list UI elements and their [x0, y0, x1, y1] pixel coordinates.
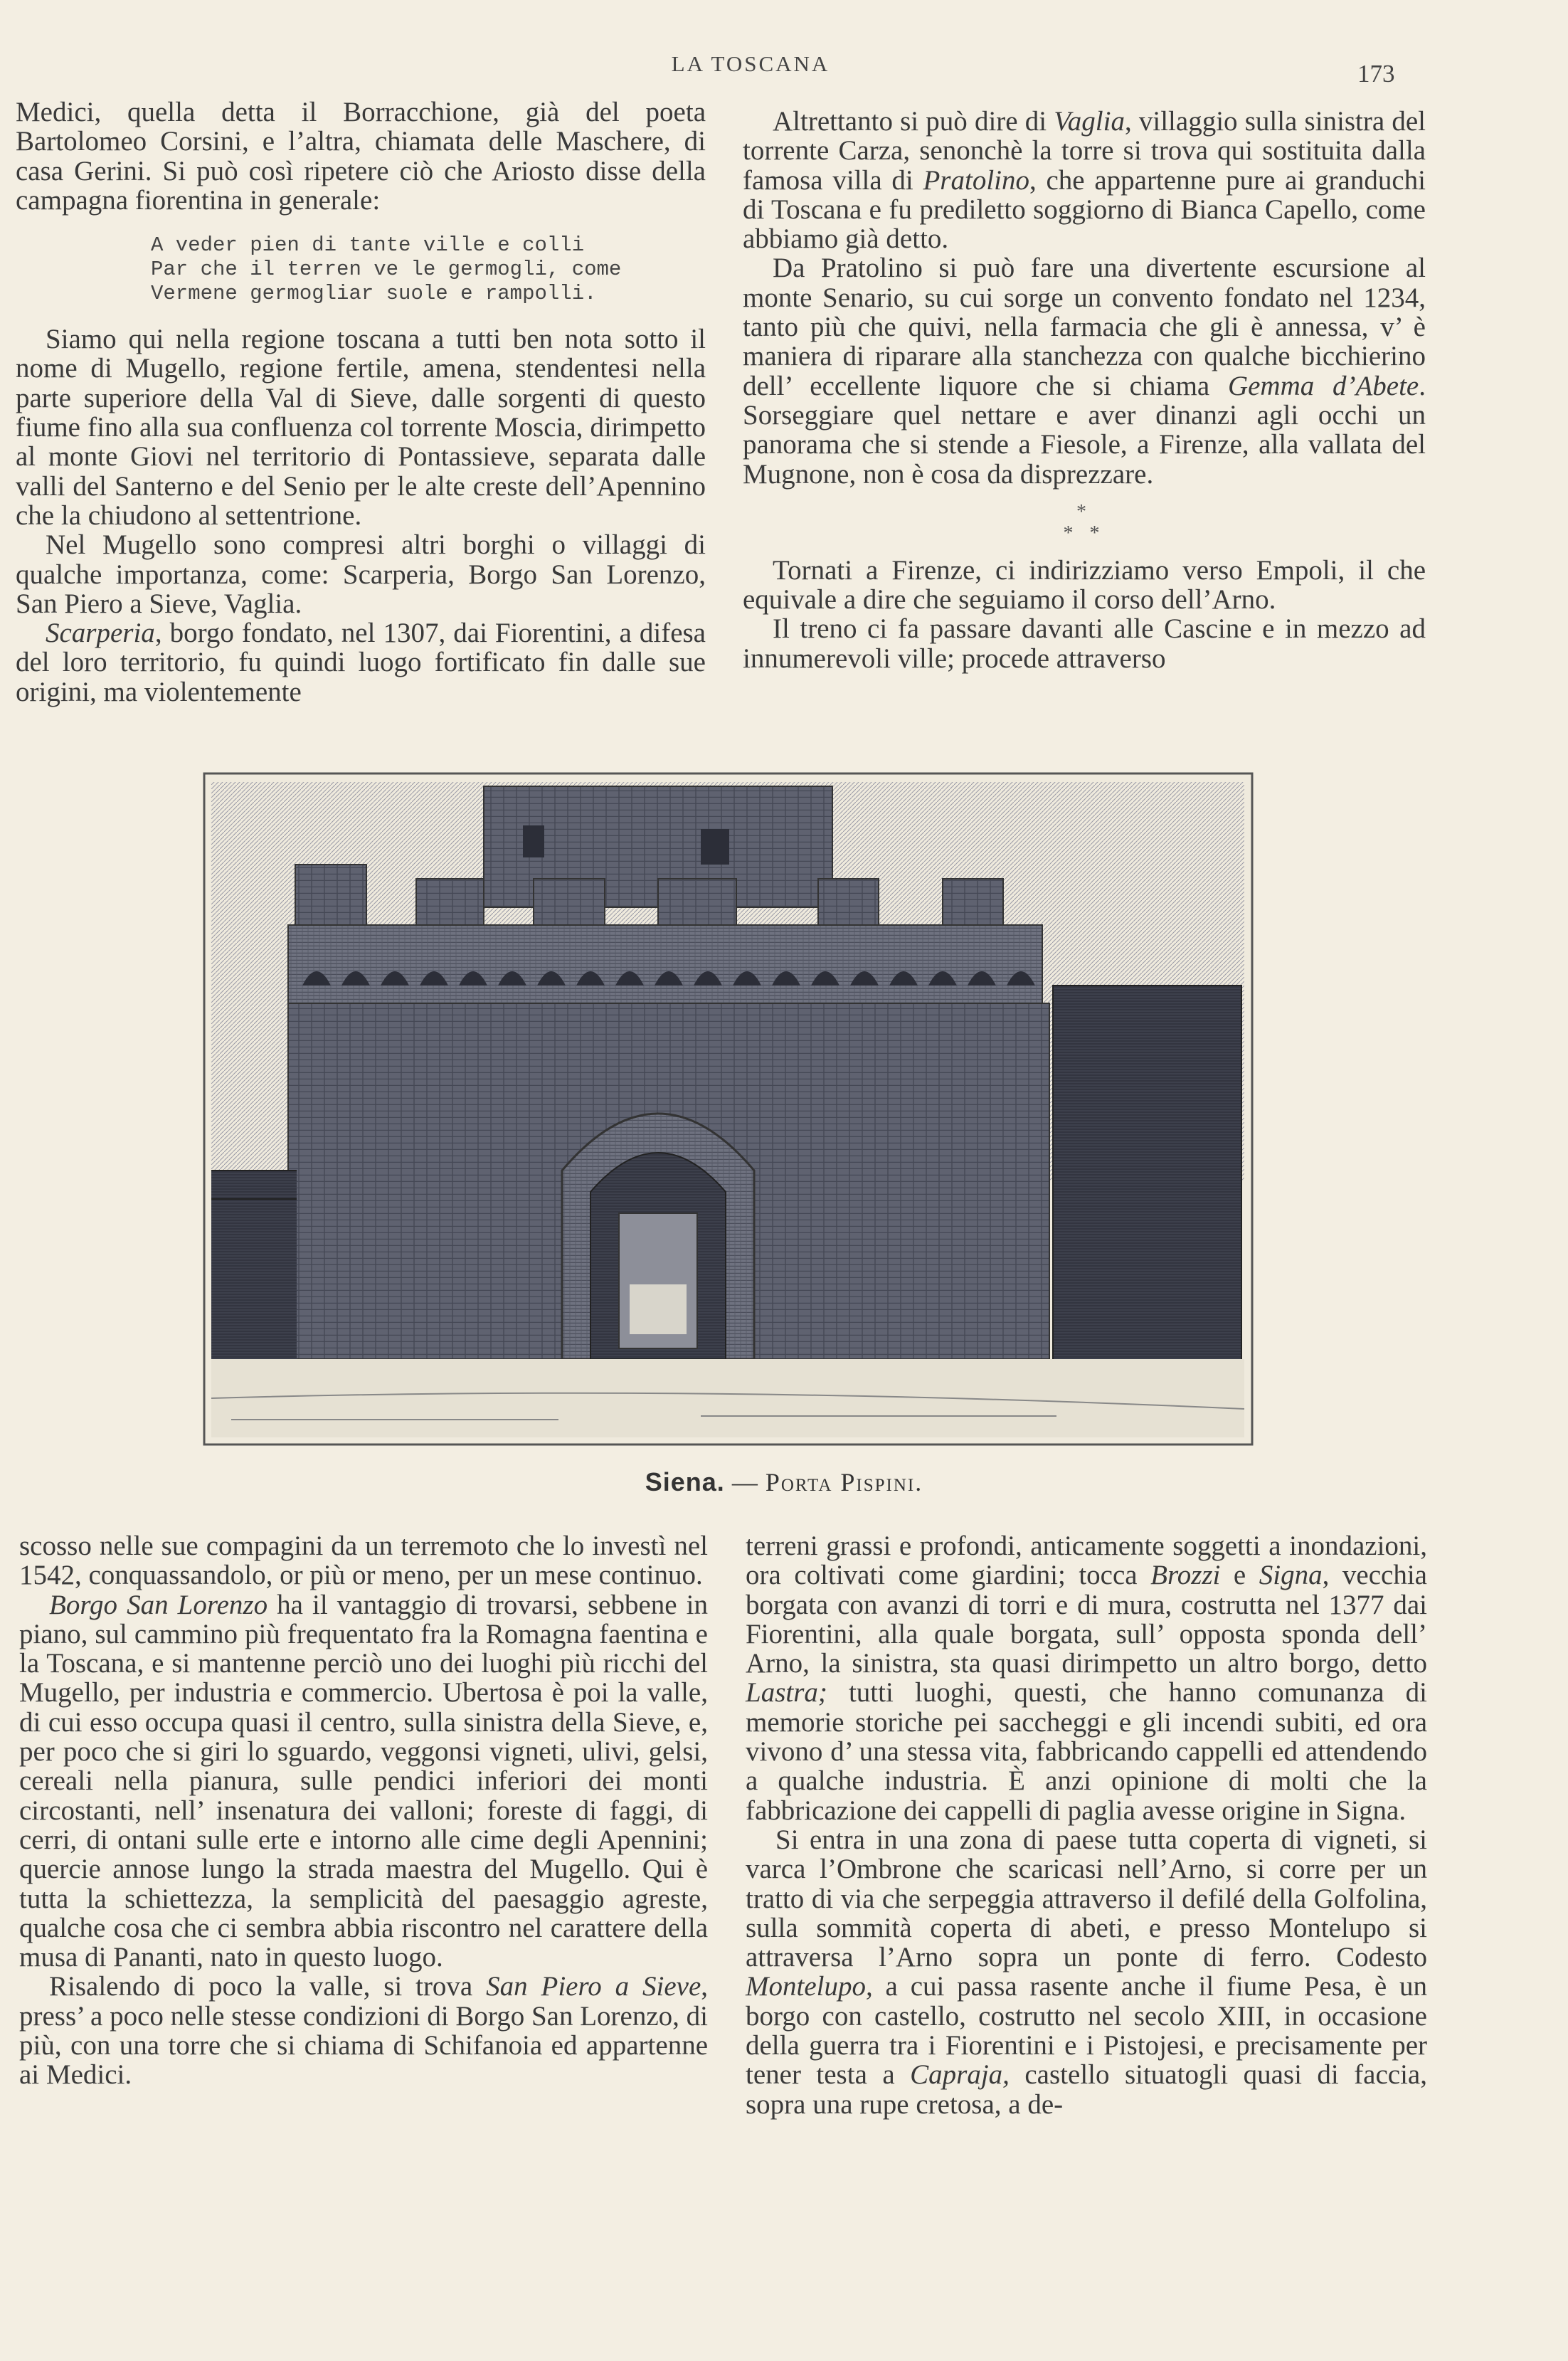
paragraph: Siamo qui nella regione toscana a tutti ben nota sotto il nome di Mugello, regione fertile, amena, stendentesi nella parte superiore della Val di Sieve, dalle sorgenti di questo fiume fino alla sua confluenza col torrente Moscia, dirimpetto al monte Giovi nel territorio di Pontassieve, separata dalle valli del Santerno e del Senio per le alte creste dell’Apennino che la chiudono al settentrione. — [16, 324, 706, 531]
figure-caption: Siena. — Porta Pispini. — [645, 1467, 923, 1496]
place-name: Vaglia — [1054, 106, 1125, 137]
page-header — [0, 51, 1568, 87]
page-number: 173 — [1357, 60, 1395, 88]
place-name: Pratolino — [923, 164, 1029, 196]
right-building — [1053, 986, 1241, 1391]
paragraph: terreni grassi e profondi, anticamente soggetti a inondazioni, ora coltivati come giardini; tocca Brozzi e Signa, vecchia borgata con avanzi di torri e di mura, costrutta nel 1377 dai Fiorentini, alla quale borgata, sull’ opposta sponda dell’ Arno, la sinistra, sta quasi dirimpetto un altro borgo, detto Lastra; tutti luoghi, questi, che hanno comunanza di memorie storiche pei saccheggi e gli incendi subiti, ed ora vivono d’ una stessa vita, fabbricando cappelli ed attendendo a qualche industria. È anzi opinione di molti che la fabbricazione dei cappelli di paglia avesse origine in Signa. — [746, 1531, 1427, 1826]
paragraph: scosso nelle sue compagini da un terremoto che lo investì nel 1542, conquassandolo, or più or meno, per un mese continuo. — [19, 1531, 708, 1591]
paragraph: Risalendo di poco la valle, si trova San Piero a Sieve, press’ a poco nelle stesse condizioni di Borgo San Lorenzo, di più, con una torre che si chiama di Schifanoia ed appartenne ai Medici. — [19, 1971, 708, 2091]
caption-title: Porta Pispini. — [765, 1468, 923, 1496]
place-name: Scarperia — [46, 618, 155, 649]
place-name: Borgo San Lorenzo — [49, 1589, 268, 1620]
paragraph: Da Pratolino si può fare una divertente escursione al monte Senario, su cui sorge un convento fondato nel 1234, tanto più che quivi, nella farmacia che gli è annessa, v’ è maniera di riparare alla stanchezza con qualche bicchierino dell’ eccellente liquore che si chiama Gemma d’Abete. Sorseggiare quel nettare e aver dinanzi agli occhi un panorama che si stende a Fiesole, a Firenze, alla vallata del Mugnone, non è cosa da disprezzare. — [743, 253, 1426, 490]
machicolation-band — [288, 925, 1042, 1003]
road — [211, 1359, 1244, 1437]
paragraph: Tornati a Firenze, ci indirizziamo verso Empoli, il che equivale a dire che seguiamo il corso dell’Arno. — [743, 554, 1426, 616]
column-bottom-left — [19, 1531, 708, 2090]
place-name: Signa — [1259, 1560, 1323, 1591]
paragraph: Medici, quella detta il Borracchione, già del poeta Bartolomeo Corsini, e l’altra, chiamata delle Maschere, di casa Gerini. Si può così ripetere ciò che Ariosto disse della campagna fiorentina in generale: — [16, 97, 706, 216]
place-name: Lastra; — [746, 1677, 827, 1708]
column-top-left — [16, 97, 706, 707]
column-top-right — [743, 107, 1426, 673]
liquor-name: Gemma d’Abete — [1227, 370, 1419, 401]
paragraph: Borgo San Lorenzo ha il vantaggio di trovarsi, sebbene in piano, sul cammino più frequentato fra la Romagna faentina e la Toscana, e si mantenne perciò uno dei luoghi più ricchi del Mugello, per industria e commercio. Ubertosa è poi la valle, di cui esso occupa quasi il centro, sulla sinistra della Sieve, e, per poco che si giri lo sguardo, veggonsi vigneti, ulivi, gelsi, cereali nella pianura, sulle pendici inferiori dei monti circostanti, nell’ insenatura dei valloni; foreste di faggi, di cerri, di ontani sulle erte e intorno alle cime degli Apennini; quercie annose lungo la strada maestra del Mugello. Qui è tutta la schiettezza, la semplicità del paesaggio agreste, qualche cosa che ci sembra abbia riscontro nel carattere della musa di Pananti, nato in questo luogo. — [19, 1589, 708, 1973]
running-title: LA TOSCANA — [671, 51, 830, 76]
place-name: Capraja, — [910, 2059, 1010, 2091]
caption-place: Siena. — [645, 1467, 725, 1496]
paragraph: Il treno ci fa passare davanti alle Cascine e in mezzo ad innumerevoli ville; procede attraverso — [743, 613, 1426, 674]
paragraph: Si entra in una zona di paese tutta coperta di vigneti, si varca l’Ombrone che scaricasi nell’Arno, si corre per un tratto di via che serpeggia attraverso il defilé della Golfolina, sulla sommità coperta di abeti, e presso Montelupo si attraversa l’Arno sopra un ponte di ferro. Codesto Montelupo, a cui passa rasente anche il fiume Pesa, è un borgo con castello, costrutto nel secolo XIII, in occasione della guerra tra i Fiorentini e i Pistojesi, e precisamente per tener testa a Capraja, castello situatogli quasi di faccia, sopra una rupe cretosa, a de- — [746, 1824, 1427, 2120]
verse-quote: A veder pien di tante ville e colli Par che il terren ve le germogli, come Vermene germogliar suole e rampolli. — [151, 233, 622, 306]
place-name: Montelupo, — [746, 1971, 873, 2002]
paragraph: Altrettanto si può dire di Vaglia, villaggio sulla sinistra del torrente Carza, senonchè la torre si trova qui sostituita dalla famosa villa di Pratolino, che appartenne pure ai granduchi di Toscana e fu prediletto soggiorno di Bianca Capello, come abbiamo già detto. — [743, 106, 1426, 255]
paragraph: Nel Mugello sono compresi altri borghi o villaggi di qualche importanza, come: Scarperia, Borgo San Lorenzo, San Piero a Sieve, Vaglia. — [16, 529, 706, 619]
porta-pispini-engraving — [203, 772, 1254, 1446]
place-name: San Piero a Sieve — [486, 1971, 701, 2002]
column-bottom-right — [746, 1531, 1427, 2119]
section-separator: * * * — [1063, 500, 1106, 544]
place-name: Brozzi — [1150, 1560, 1221, 1591]
paragraph: Scarperia, borgo fondato, nel 1307, dai Fiorentini, a difesa del loro territorio, fu quindi luogo fortificato fin dalle sue origini, ma violentemente — [16, 618, 706, 707]
